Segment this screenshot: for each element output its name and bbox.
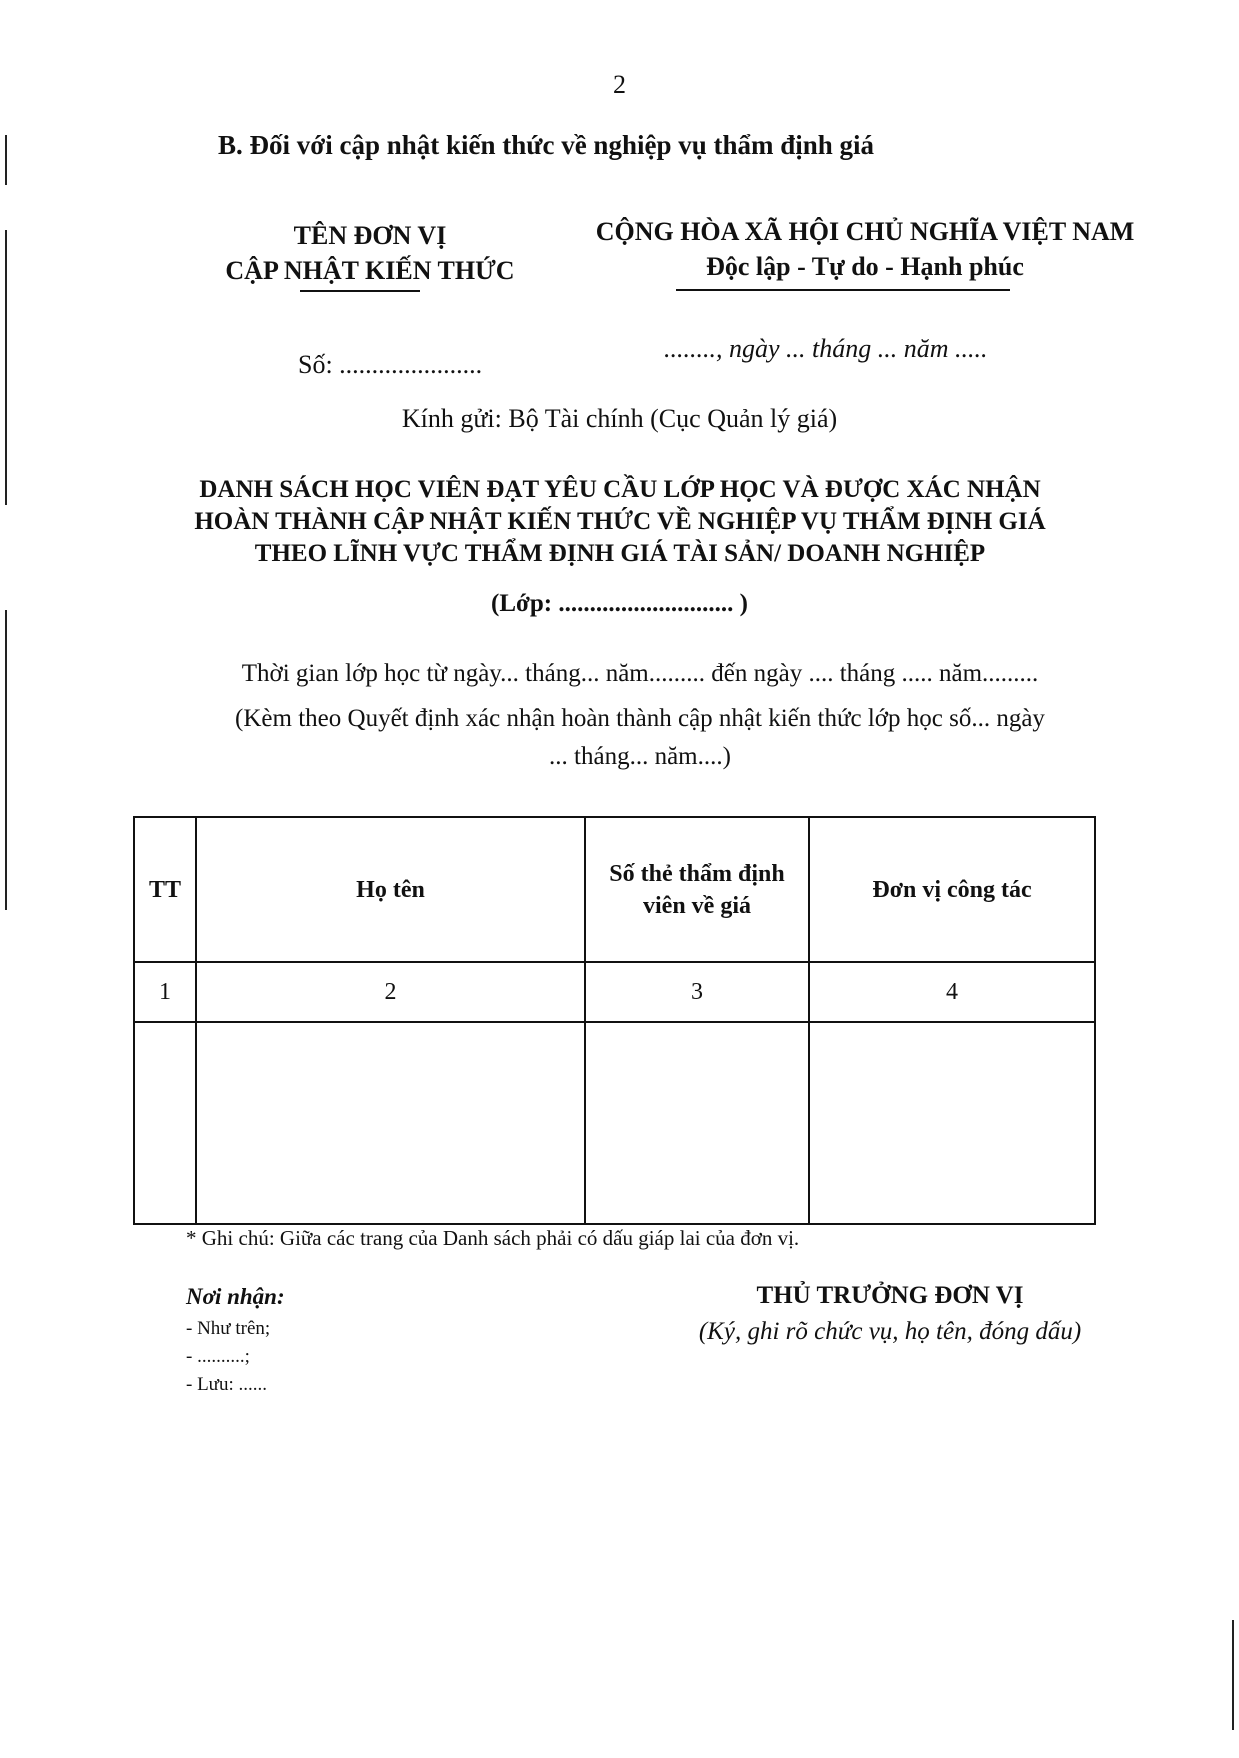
class-line: (Lớp: ............................ ) — [491, 590, 748, 617]
national-name: CỘNG HÒA XÃ HỘI CHỦ NGHĨA VIỆT NAM — [595, 217, 1135, 246]
recipient-item: - ..........; — [186, 1346, 250, 1367]
scan-margin-mark — [5, 230, 7, 505]
issuing-unit-line2: CẬP NHẬT KIẾN THỨC — [225, 256, 515, 285]
scan-margin-mark — [5, 610, 7, 910]
recipients-label: Nơi nhận: — [186, 1284, 285, 1309]
attachment-reference — [140, 700, 1140, 776]
national-motto-underline — [676, 289, 1010, 291]
empty-cell — [809, 1022, 1095, 1224]
issuing-unit-header — [190, 218, 550, 288]
column-number: 1 — [134, 962, 196, 1022]
empty-cell — [134, 1022, 196, 1224]
column-number: 2 — [196, 962, 585, 1022]
student-table — [133, 816, 1096, 1225]
list-title-line2: HOÀN THÀNH CẬP NHẬT KIẾN THỨC VỀ NGHIỆP VỤ THẨM ĐỊNH GIÁ — [194, 508, 1046, 535]
class-period: Thời gian lớp học từ ngày... tháng... năm......... đến ngày .... tháng ..... năm......... — [241, 660, 1039, 687]
column-number: 3 — [585, 962, 809, 1022]
header-card-line2: viên về giá — [643, 892, 751, 919]
signatory-instruction: (Ký, ghi rõ chức vụ, họ tên, đóng dấu) — [698, 1318, 1082, 1345]
section-title: B. Đối với cập nhật kiến thức về nghiệp vụ thẩm định giá — [218, 130, 875, 160]
list-title — [150, 474, 1090, 570]
scan-margin-mark — [1232, 1620, 1234, 1730]
recipient-item: - Lưu: ...... — [186, 1374, 268, 1395]
recipient-item: - Như trên; — [186, 1318, 271, 1339]
footnote: * Ghi chú: Giữa các trang của Danh sách phải có dấu giáp lai của đơn vị. — [186, 1226, 800, 1250]
signatory-title: THỦ TRƯỞNG ĐƠN VỊ — [756, 1282, 1024, 1309]
attachment-line2: ... tháng... năm....) — [549, 743, 731, 770]
header-name: Họ tên — [196, 817, 585, 962]
recipient-line: Kính gửi: Bộ Tài chính (Cục Quản lý giá) — [401, 404, 838, 433]
empty-cell — [585, 1022, 809, 1224]
scan-margin-mark — [5, 135, 7, 185]
header-tt: TT — [134, 817, 196, 962]
header-card-number — [585, 817, 809, 962]
page-number: 2 — [613, 70, 626, 99]
document-date: ........, ngày ... tháng ... năm ..... — [664, 334, 988, 363]
header-card-line1: Số thẻ thẩm định — [609, 860, 785, 887]
list-title-line3: THEO LĨNH VỰC THẨM ĐỊNH GIÁ TÀI SẢN/ DOANH NGHIỆP — [254, 540, 986, 567]
column-number-row — [134, 962, 1095, 1022]
header-work-unit: Đơn vị công tác — [809, 817, 1095, 962]
document-number: Số: ...................... — [298, 350, 483, 379]
national-motto-header — [550, 214, 1180, 284]
issuing-unit-line1: TÊN ĐƠN VỊ — [293, 221, 447, 250]
table-header-row — [134, 817, 1095, 962]
list-title-line1: DANH SÁCH HỌC VIÊN ĐẠT YÊU CẦU LỚP HỌC VÀ ĐƯỢC XÁC NHẬN — [199, 476, 1041, 503]
attachment-line1: (Kèm theo Quyết định xác nhận hoàn thành cập nhật kiến thức lớp học số... ngày — [235, 705, 1045, 732]
empty-cell — [196, 1022, 585, 1224]
table-row — [134, 1022, 1095, 1224]
national-motto: Độc lập - Tự do - Hạnh phúc — [706, 252, 1024, 281]
column-number: 4 — [809, 962, 1095, 1022]
issuing-unit-underline — [300, 290, 420, 292]
